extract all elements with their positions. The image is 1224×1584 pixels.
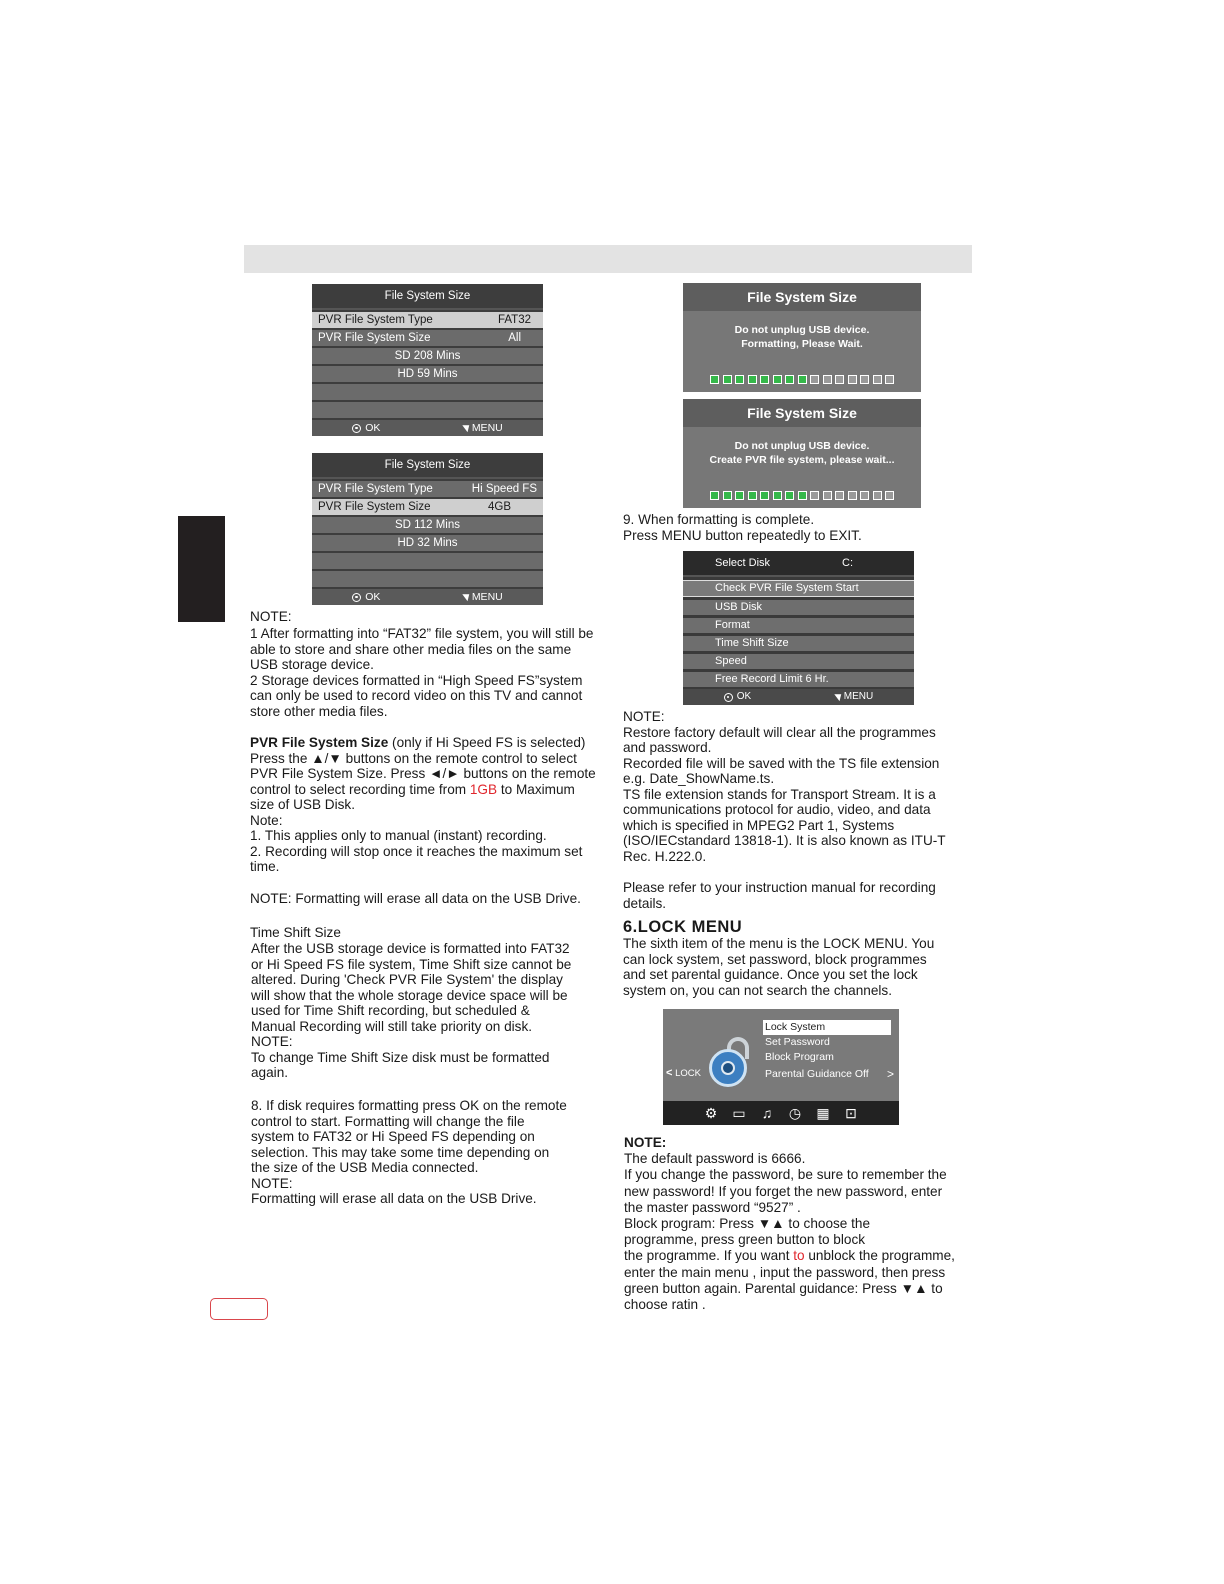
text: Press the: [250, 750, 312, 766]
text: to Maximum: [497, 781, 575, 797]
menu-row-empty: [312, 571, 543, 587]
text: If you change the password, be sure to remember the: [624, 1167, 947, 1183]
progress-cell: [785, 375, 794, 384]
text: choose ratin .: [624, 1297, 706, 1313]
lock-menu-heading: 6.LOCK MENU: [623, 918, 743, 936]
menu-label: MENU: [471, 591, 503, 603]
pvr-notes: size of USB Disk. Note: 1. This applies only to manual (instant) recording. 2. Recording will stop once it reaches the maximum set time.: [250, 797, 583, 874]
note-body: 1 After formatting into “FAT32” file system, you will still be able to store and share other media files on the same USB storage device. 2 Storage devices formatted in “High Speed FS”system can only be used to record video on this TV and cannot store other media files.: [250, 626, 594, 719]
menu-icon: ◥: [460, 592, 468, 602]
text: programme, press green button to block: [624, 1232, 866, 1248]
progress-cell: [835, 375, 844, 384]
text: control to select recording time from: [250, 781, 470, 797]
menu-row-sd: SD 112 Mins: [312, 517, 543, 533]
refer-note: Please refer to your instruction manual for recording details.: [623, 880, 936, 911]
step-8: 8. If disk requires formatting press OK on the remote control to start. Formatting will change the file system to FAT32 or Hi Speed FS depending on selection. This may take some time depending on the size of the USB Media connected. NOTE: Formatting will erase all data on the USB Drive.: [251, 1098, 567, 1206]
lock-menu-body: The sixth item of the menu is the LOCK MENU. You can lock system, set password, block programmes and set parental guidance. Once you set the lock system on, you can not search the channels.: [623, 936, 935, 998]
ok-label: OK: [736, 691, 752, 702]
highlight-to: to: [793, 1248, 805, 1264]
menu-button[interactable]: [461, 589, 503, 605]
progress-bar: [683, 369, 921, 392]
dialog-message: [683, 311, 921, 369]
lock-menu-item[interactable]: Lock System: [763, 1020, 891, 1035]
pvr-section: [250, 735, 615, 875]
pvr-heading: PVR File System Size: [250, 735, 389, 750]
pvr-heading-tail: (only if Hi Speed FS is selected): [388, 735, 586, 750]
chevron-right-icon[interactable]: >: [886, 1067, 894, 1081]
menu-footer: [312, 589, 543, 605]
menu-row-empty: [312, 553, 543, 569]
menu-title: File System Size: [312, 284, 543, 310]
row-value: Hi Speed FS: [471, 483, 537, 495]
menu-title: File System Size: [312, 453, 543, 479]
progress-cell: [860, 375, 869, 384]
dialog-line: Do not unplug USB device.: [734, 440, 870, 452]
progress-cell: [798, 491, 807, 500]
lock-label-text: LOCK: [675, 1068, 701, 1079]
row-label: PVR File System Size: [318, 501, 431, 513]
note-heading: NOTE:: [250, 609, 292, 624]
progress-cell: [773, 491, 782, 500]
disk-menu-item[interactable]: Time Shift Size: [683, 636, 914, 651]
dialog-line: Do not unplug USB device.: [734, 324, 870, 336]
menu-row-size[interactable]: [312, 499, 543, 515]
disk-menu-footer: [683, 689, 914, 705]
dialog-message: [683, 427, 921, 485]
progress-cell: [723, 375, 732, 384]
text: unblock the programme,: [804, 1248, 955, 1264]
gear-icon[interactable]: ⚙: [704, 1104, 718, 1121]
menu-row-sd: SD 208 Mins: [312, 348, 543, 364]
step-9: 9. When formatting is complete. Press MENU button repeatedly to EXIT.: [623, 512, 862, 543]
dialog-title: File System Size: [683, 283, 921, 311]
ok-icon: [352, 424, 361, 433]
disk-menu-item[interactable]: Speed: [683, 654, 914, 669]
ok-button[interactable]: [352, 589, 380, 605]
ok-label: OK: [365, 591, 381, 603]
progress-cell: [735, 375, 744, 384]
row-label: PVR File System Type: [318, 314, 433, 326]
down-up-arrows: ▼▲: [900, 1280, 928, 1296]
format-note: NOTE: Formatting will erase all data on the USB Drive.: [250, 891, 581, 906]
select-disk-menu: [683, 551, 914, 705]
progress-cell: [760, 375, 769, 384]
left-right-arrows: ◄/►: [429, 766, 460, 781]
timeshift-heading: Time Shift Size: [250, 925, 341, 940]
text: enter the main menu , input the password, then press: [624, 1264, 946, 1280]
text: new password! If you forget the new password, enter: [624, 1183, 943, 1199]
text: the master password “9527” .: [624, 1199, 801, 1215]
row-label: PVR File System Type: [318, 483, 433, 495]
row-value: All: [508, 332, 521, 344]
note-3: [624, 1135, 994, 1313]
select-disk-value[interactable]: C:: [842, 557, 854, 569]
highlight-1gb: 1GB: [469, 781, 498, 797]
grid-icon[interactable]: ▦: [816, 1104, 830, 1121]
progress-cell: [823, 491, 832, 500]
page-number-box: [210, 1298, 268, 1320]
ok-button[interactable]: [724, 689, 751, 705]
progress-cell: [710, 375, 719, 384]
menu-row-empty: [312, 402, 543, 418]
progress-cell: [810, 491, 819, 500]
ok-icon: [352, 593, 361, 602]
disk-menu-item[interactable]: USB Disk: [683, 600, 914, 615]
dialog-title: File System Size: [683, 399, 921, 427]
lock-menu-item[interactable]: Block Program: [765, 1051, 834, 1063]
text: to choose the: [784, 1216, 871, 1232]
text: green button again. Parental guidance: Press: [624, 1280, 901, 1296]
text: to: [927, 1280, 943, 1296]
progress-cell: [860, 491, 869, 500]
header-band: [244, 245, 972, 273]
text: the programme. If you want: [624, 1248, 794, 1264]
progress-cell: [873, 375, 882, 384]
timeshift-body: After the USB storage device is formatted into FAT32 or Hi Speed FS file system, Time Shift size cannot be altered. During 'Check PVR File System' the display will show that the whole storage device space will be used for Time Shift recording, but scheduled & Manual Recording will still take priority on disk. NOTE: To change Time Shift Size disk must be formatted again.: [251, 941, 572, 1080]
text: Block program: Press: [624, 1216, 758, 1232]
text: The default password is 6666.: [624, 1151, 806, 1167]
chevron-left-icon: <: [666, 1067, 673, 1079]
lock-menu-list: [763, 1020, 891, 1082]
menu-row-hd: HD 59 Mins: [312, 366, 543, 382]
progress-cell: [735, 491, 744, 500]
progress-cell: [785, 491, 794, 500]
select-disk-label: Select Disk: [715, 557, 771, 569]
text: buttons on the remote: [459, 766, 596, 781]
progress-cell: [723, 491, 732, 500]
clock-icon[interactable]: ◷: [788, 1104, 802, 1121]
lock-menu-item[interactable]: Set Password: [765, 1036, 830, 1048]
dialog-line: Create PVR file system, please wait...: [709, 454, 895, 466]
menu-button[interactable]: [461, 420, 503, 436]
menu-icon: ◥: [832, 692, 840, 702]
music-icon[interactable]: ♫: [761, 1105, 773, 1121]
menu-footer: [312, 420, 543, 436]
disk-menu-title: [683, 551, 914, 577]
menu-row-type[interactable]: [312, 312, 543, 328]
menu-row-type[interactable]: [312, 481, 543, 497]
row-value: 4GB: [487, 501, 511, 513]
progress-cell: [710, 491, 719, 500]
progress-cell: [835, 491, 844, 500]
fat32-menu: [312, 284, 543, 436]
menu-label: MENU: [843, 691, 874, 702]
ok-icon: [724, 693, 733, 702]
menu-row-hd: HD 32 Mins: [312, 535, 543, 551]
menu-icon-bar: [663, 1101, 899, 1125]
hispeed-menu: [312, 453, 543, 605]
disk-menu-item[interactable]: Format: [683, 618, 914, 633]
ok-label: OK: [365, 422, 381, 434]
menu-button[interactable]: [833, 689, 873, 705]
disk-menu-item[interactable]: Free Record Limit 6 Hr.: [683, 672, 914, 687]
lock-menu-screen: [663, 1009, 899, 1125]
progress-cell: [760, 491, 769, 500]
dialog-line: Formatting, Please Wait.: [741, 338, 863, 350]
format-dialog: [683, 283, 921, 392]
menu-label: MENU: [471, 422, 503, 434]
menu-icon: ◥: [460, 423, 468, 433]
progress-cell: [810, 375, 819, 384]
lock-menu-item[interactable]: Parental Guidance Off: [765, 1068, 869, 1080]
progress-cell: [885, 491, 894, 500]
note-3-heading: NOTE:: [624, 1135, 667, 1150]
up-down-arrows: ▲/▼: [311, 750, 342, 766]
side-tab: [178, 516, 225, 622]
tv-icon[interactable]: ▭: [732, 1104, 746, 1121]
disk-menu-item[interactable]: Check PVR File System Start: [683, 580, 914, 597]
progress-cell: [773, 375, 782, 384]
lock-label: [666, 1067, 701, 1079]
lock-icon[interactable]: ⊡: [845, 1104, 857, 1121]
menu-row-size[interactable]: [312, 330, 543, 346]
row-label: PVR File System Size: [318, 332, 431, 344]
progress-cell: [798, 375, 807, 384]
progress-cell: [848, 491, 857, 500]
progress-cell: [823, 375, 832, 384]
progress-cell: [885, 375, 894, 384]
create-dialog: [683, 399, 921, 508]
ok-button[interactable]: [352, 420, 380, 436]
padlock-icon: [709, 1049, 747, 1087]
note-2: NOTE: Restore factory default will clear all the programmes and password. Recorded file will be saved with the TS file extension e.g. Date_ShowName.ts. TS file extension stands for Transport Stream. It is a communications protocol for audio, video, and data which is specified in MPEG2 Part 1, Systems (ISO/IECstandard 13818-1). It is also known as ITU-T Rec. H.222.0.: [623, 709, 946, 864]
text: buttons on the remote control to select: [341, 750, 577, 766]
down-up-arrows: ▼▲: [757, 1216, 785, 1232]
row-value: FAT32: [497, 314, 531, 326]
progress-bar: [683, 485, 921, 508]
text: PVR File System Size. Press: [250, 766, 430, 781]
progress-cell: [873, 491, 882, 500]
progress-cell: [848, 375, 857, 384]
progress-cell: [748, 491, 757, 500]
menu-row-empty: [312, 384, 543, 400]
progress-cell: [748, 375, 757, 384]
